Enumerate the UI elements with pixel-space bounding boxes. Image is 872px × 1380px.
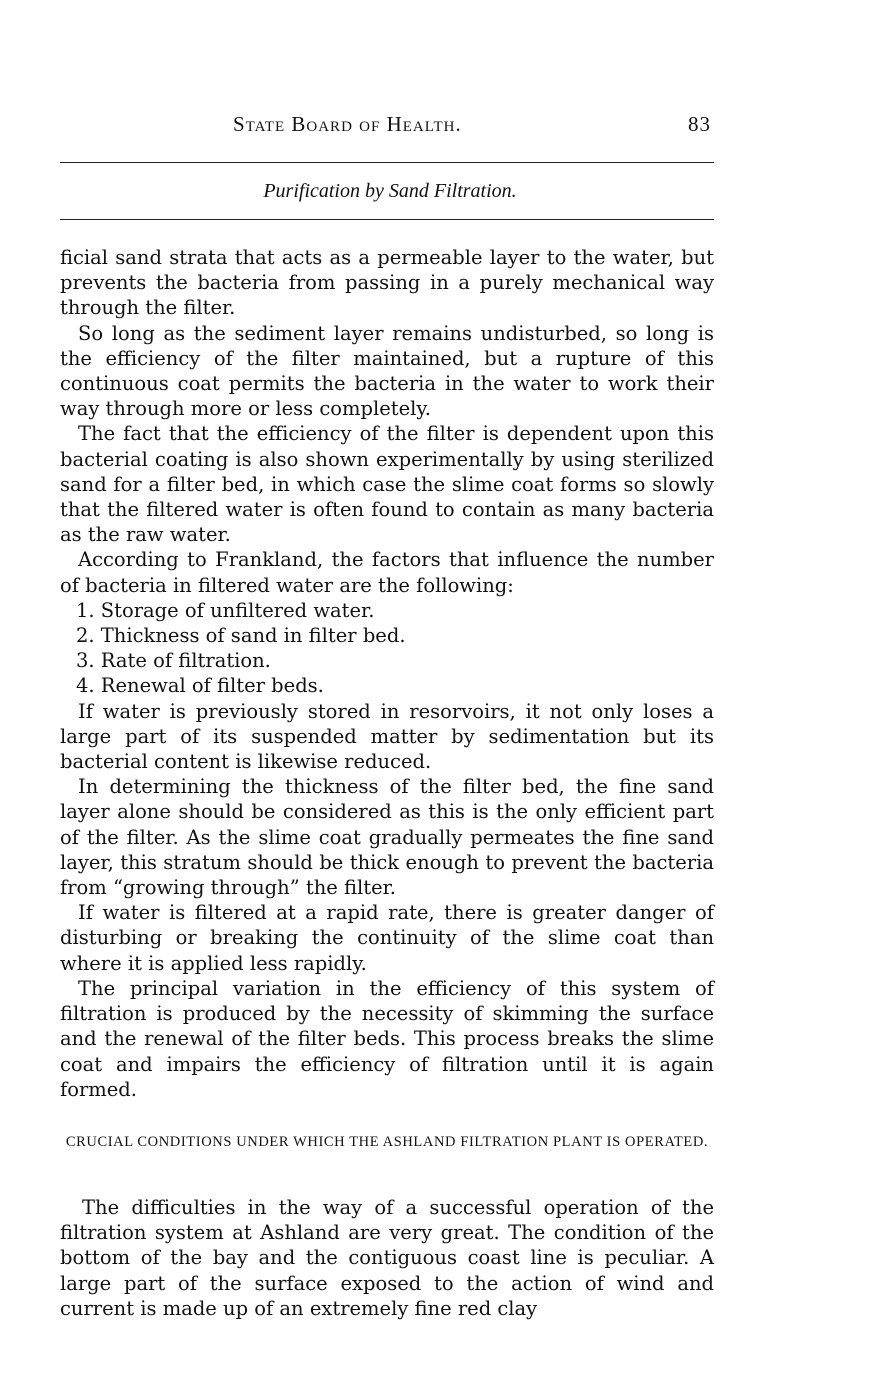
paragraph: In determining the thickness of the filter bed, the fine sand layer alone should be considered as this is the only efficient part of the filter. As the slime coat gradually permeates the fine sand layer, this stratum should be thick enough to prevent the bacteria from “growing through” the filter. [60, 775, 714, 900]
paragraph: According to Frankland, the factors that influence the number of bacteria in filtered water are the following: [60, 548, 714, 597]
chapter-subtitle: Purification by Sand Filtration. [263, 180, 517, 202]
paragraph: ficial sand strata that acts as a permeable layer to the water, but prevents the bacteria from passing in a purely mechanical way through the filter. [60, 246, 714, 320]
list-item: 2. Thickness of sand in filter bed. [76, 624, 406, 648]
section-text [60, 1195, 714, 1321]
paragraph: The difficulties in the way of a successful operation of the filtration system at Ashland are very great. The condition of the bottom of the bay and the contiguous coast line is peculiar. A large part of the surface exposed to the action of wind and current is made up of an extremely fine red clay [60, 1196, 714, 1320]
page-number: 83 [688, 112, 711, 136]
list-item: 3. Rate of filtration. [76, 649, 271, 673]
paragraph: The principal variation in the efficiency of this system of filtration is produced by the necessity of skimming the surface and the renewal of the filter beds. This process breaks the slime coat and impairs the efficiency of filtration until it is again formed. [60, 976, 714, 1101]
list-item: 1. Storage of unfiltered water. [76, 598, 375, 622]
header-rule-bottom [60, 219, 714, 220]
section-heading: CRUCIAL CONDITIONS UNDER WHICH THE ASHLAND FILTRATION PLANT IS OPERATED. [65, 1134, 709, 1150]
running-head-title: State Board of Health. [233, 112, 462, 136]
paragraph: So long as the sediment layer remains undisturbed, so long is the efficiency of the filter maintained, but a rupture of this continuous coat permits the bacteria in the water to work their way through more or less completely. [60, 321, 714, 421]
factor-list [60, 598, 714, 699]
paragraph: The fact that the efficiency of the filter is dependent upon this bacterial coating is also shown experimentally by using sterilized sand for a filter bed, in which case the slime coat forms so slowly that the filtered water is often found to contain as many bacteria as the raw water. [60, 422, 714, 547]
header-rule-top [60, 162, 714, 163]
paragraph: If water is filtered at a rapid rate, there is greater danger of disturbing or breaking the continuity of the slime coat than where it is applied less rapidly. [60, 901, 714, 975]
main-text [60, 245, 714, 1102]
paragraph: If water is previously stored in resorvoirs, it not only loses a large part of its suspended matter by sedimentation but its bacterial content is likewise reduced. [60, 699, 714, 774]
list-item: 4. Renewal of filter beds. [76, 674, 324, 698]
